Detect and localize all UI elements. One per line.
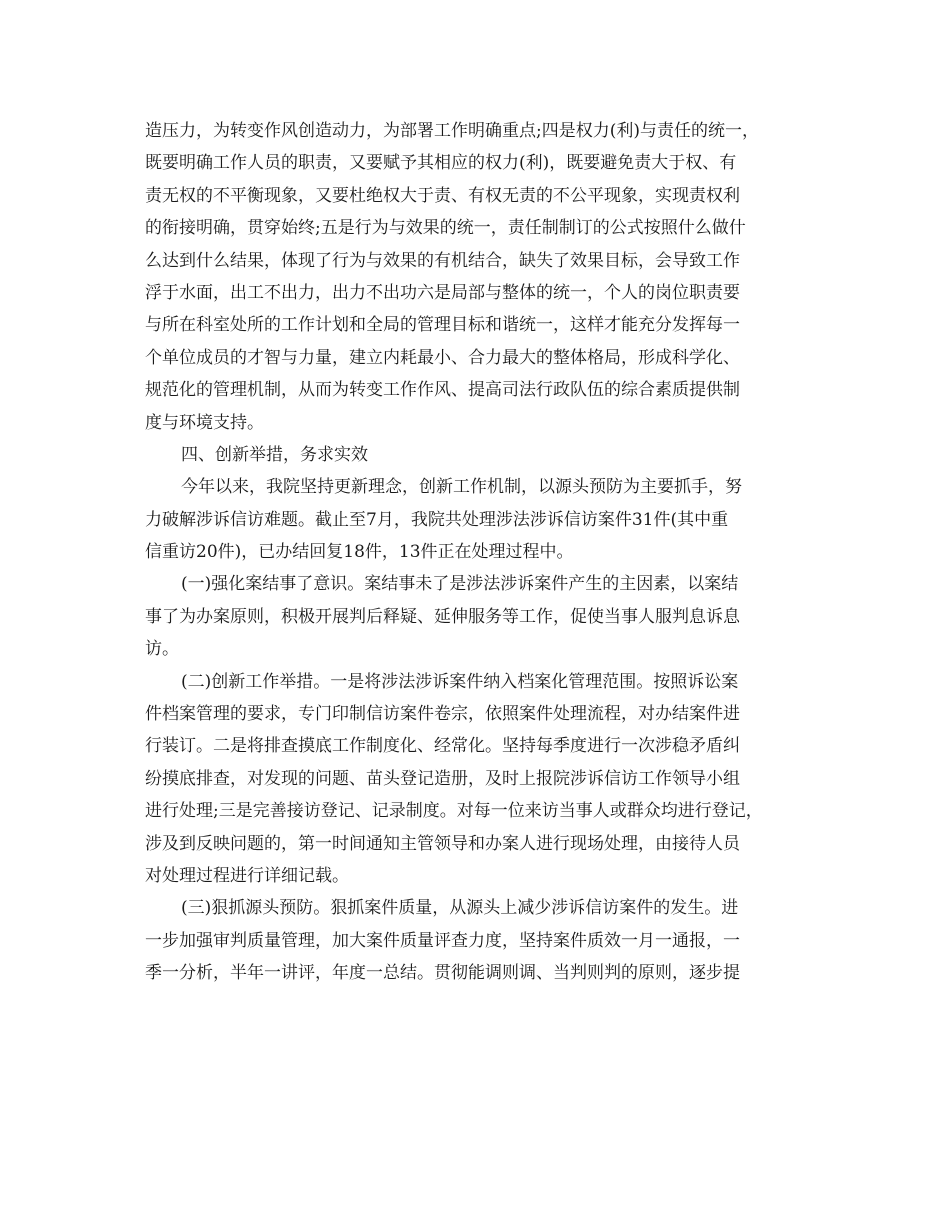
- text-line: 事了为办案原则，积极开展判后释疑、延伸服务等工作，促使当事人服判息诉息: [145, 606, 740, 627]
- text-line: (二)创新工作举措。一是将涉法涉诉案件纳入档案化管理范围。按照诉讼案: [181, 671, 739, 692]
- text-line: 么达到什么结果，体现了行为与效果的有机结合，缺失了效果目标，会导致工作: [145, 250, 740, 271]
- text-line: 对处理过程进行详细记载。: [145, 865, 349, 886]
- text-line: 纷摸底排查，对发现的问题、苗头登记造册，及时上报院涉诉信访工作领导小组: [145, 768, 740, 789]
- text-line: (三)狠抓源头预防。狠抓案件质量，从源头上减少涉诉信访案件的发生。进: [181, 898, 739, 919]
- text-line: 规范化的管理机制，从而为转变工作作风、提高司法行政队伍的综合素质提供制: [145, 380, 740, 401]
- text-line: (一)强化案结事了意识。案结事未了是涉法涉诉案件产生的主因素，以案结: [181, 574, 739, 595]
- text-line: 度与环境支持。: [145, 412, 264, 433]
- text-line: 的衔接明确，贯穿始终;五是行为与效果的统一，责任制制订的公式按照什么做什: [145, 218, 746, 239]
- text-line: 既要明确工作人员的职责，又要赋予其相应的权力(利)，既要避免责大于权、有: [145, 153, 737, 174]
- text-line: 造压力，为转变作风创造动力，为部署工作明确重点;四是权力(利)与责任的统一，: [145, 121, 759, 141]
- text-line: 进行处理;三是完善接访登记、记录制度。对每一位来访当事人或群众均进行登记，: [145, 801, 763, 822]
- text-line: 访。: [145, 639, 179, 660]
- text-line: 季一分析，半年一讲评，年度一总结。贯彻能调则调、当判则判的原则，逐步提: [145, 963, 740, 984]
- text-line: 责无权的不平衡现象，又要杜绝权大于责、有权无责的不公平现象，实现责权利: [145, 185, 740, 206]
- section-heading: 四、创新举措，务求实效: [181, 444, 368, 465]
- text-line: 涉及到反映问题的，第一时间通知主管领导和办案人进行现场处理，由接待人员: [145, 833, 740, 854]
- text-line: 信重访20件)，已办结回复18件，13件正在处理过程中。: [145, 542, 574, 563]
- text-line: 件档案管理的要求，专门印制信访案件卷宗，依照案件处理流程，对办结案件进: [145, 704, 740, 725]
- text-line: 行装订。二是将排查摸底工作制度化、经常化。坚持每季度进行一次涉稳矛盾纠: [145, 736, 740, 757]
- text-line: 浮于水面，出工不出力，出力不出功六是局部与整体的统一，个人的岗位职责要: [145, 282, 740, 303]
- text-line: 与所在科室处所的工作计划和全局的管理目标和谐统一，这样才能充分发挥每一: [145, 315, 740, 336]
- text-line: 力破解涉诉信访难题。截止至7月，我院共处理涉法涉诉信访案件31件(其中重: [145, 509, 729, 530]
- text-line: 个单位成员的才智与力量，建立内耗最小、合力最大的整体格局，形成科学化、: [145, 347, 740, 368]
- text-line: 今年以来，我院坚持更新理念，创新工作机制，以源头预防为主要抓手，努: [181, 477, 742, 498]
- document-body: [145, 115, 825, 990]
- text-line: 一步加强审判质量管理，加大案件质量评查力度，坚持案件质效一月一通报，一: [145, 930, 740, 951]
